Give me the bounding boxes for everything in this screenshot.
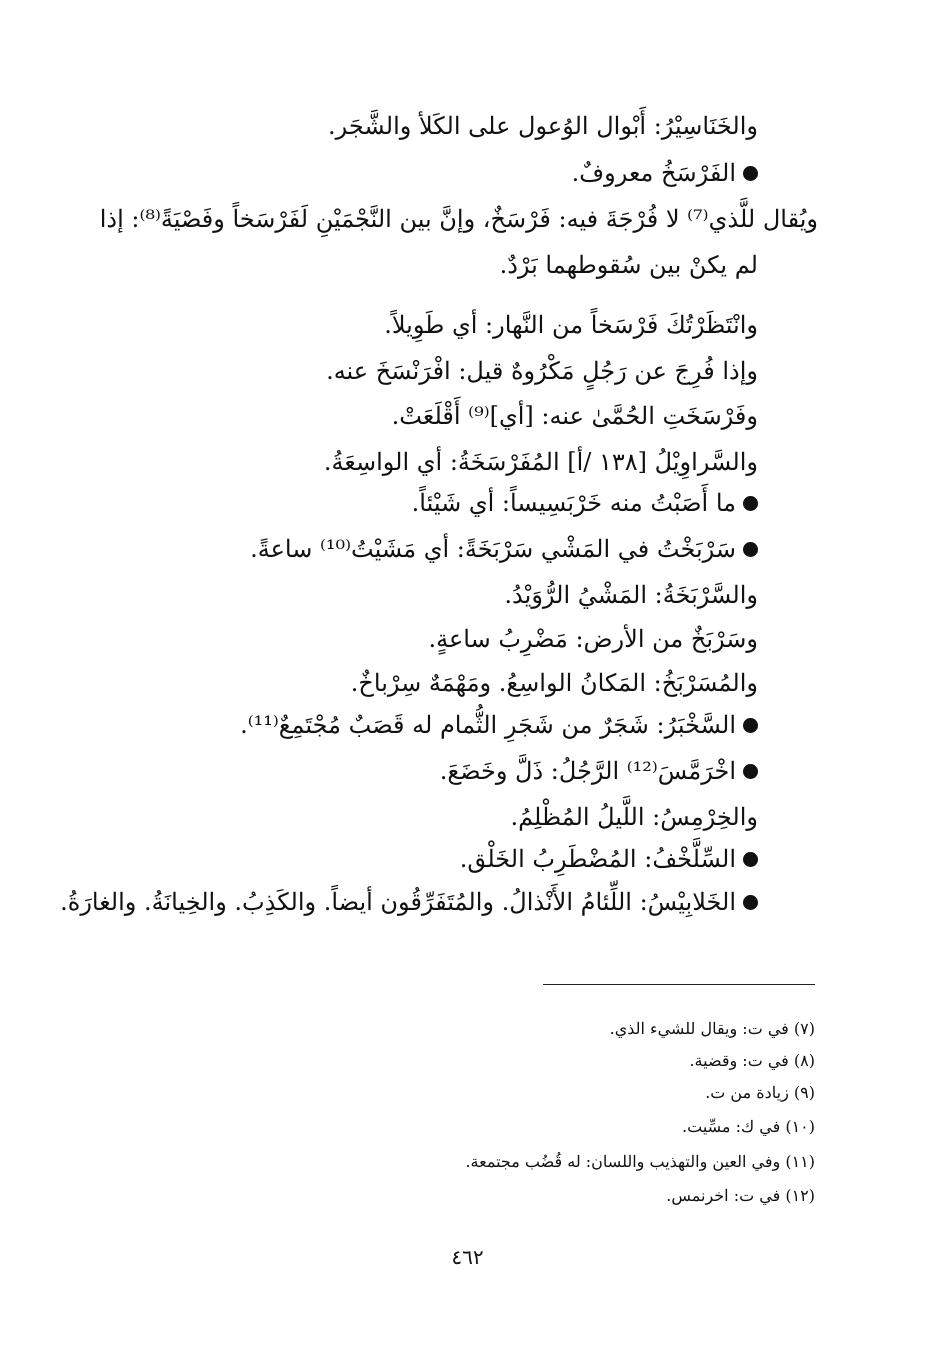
- footnote: (١١) وفي العين والتهذيب واللسان: له قُضُب مجتمعة.: [465, 1152, 815, 1171]
- entry-line: [460, 843, 758, 875]
- entry-line: وفَرْسَخَتِ الحُمَّىٰ عنه: [أي]⁽⁹⁾ أَقْلَعَتْ.: [391, 402, 758, 430]
- footnote: (٩) زيادة من ت.: [705, 1083, 815, 1102]
- entry-text: ما أَصَبْتُ منه خَرْبَسِيساً: أي شَيْئاً.: [411, 489, 736, 517]
- entry-line: وإذا فُرِجَ عن رَجُلٍ مَكْرُوهٌ قيل: افْرَنْسَخَ عنه.: [326, 357, 758, 385]
- entry-line: [412, 487, 758, 519]
- footnote: (١٢) في ت: اخرنمس.: [666, 1186, 815, 1205]
- entry-text: الفَرْسَخُ معروفٌ.: [571, 159, 736, 187]
- bullet-icon: [743, 542, 758, 557]
- entry-line: [440, 755, 758, 787]
- entry-line: [572, 157, 758, 189]
- bullet-icon: [743, 718, 758, 733]
- entry-text: اخْرَمَّسَ⁽¹²⁾ الرَّجُلُ: ذَلَّ وخَضَعَ.: [439, 757, 736, 785]
- entry-line: وسَرْبَخٌ من الأرض: مَضْرِبُ ساعةٍ.: [428, 625, 758, 653]
- entry-line: والمُسَرْبَخُ: المَكانُ الواسِعُ. ومَهْمَهٌ سِرْباخٌ.: [350, 669, 758, 697]
- entry-line: ويُقال للَّذي⁽⁷⁾ لا فُرْجَةَ فيه: فَرْسَخٌ، وإنَّ بين النَّجْمَيْنِ لَفَرْسَخاً وفَصْيَةً⁽⁸⁾: إذا: [99, 205, 818, 233]
- footnote: (٧) في ت: ويقال للشيء الذي.: [609, 1019, 815, 1038]
- entry-text: السَّخْبَرُ: شَجَرٌ من شَجَرِ الثُّمام له قَصَبٌ مُجْتَمِعٌ⁽¹¹⁾.: [240, 711, 736, 739]
- entry-line: والسَّرْبَخَةُ: المَشْيُ الرُّوَيْدُ.: [504, 581, 758, 609]
- bullet-icon: [743, 895, 758, 910]
- footnote-separator: [543, 984, 815, 985]
- entry-line: والسَّراوِيْلُ [١٣٨ /أ] المُفَرْسَخَةُ: أي الواسِعَةُ.: [323, 448, 758, 476]
- entry-text: السِّلَّخْفُ: المُضْطَرِبُ الخَلْق.: [459, 845, 736, 873]
- entry-line: وانْتَظَرْتُكَ فَرْسَخاً من النَّهار: أي طَوِيلاً.: [384, 311, 758, 339]
- bullet-icon: [743, 764, 758, 779]
- page-number: ٤٦٢: [451, 1245, 484, 1269]
- entry-text: سَرْبَخْتُ في المَشْي سَرْبَخَةً: أي مَشَيْتُ⁽¹⁰⁾ ساعةً.: [250, 535, 736, 563]
- entry-text: الخَلابِيْسُ: اللِّئامُ الأَنْذالُ. والمُتَفَرِّقُون أيضاً. والكَذِبُ. والخِيانَةُ. والغارَةُ.: [60, 888, 736, 916]
- entry-line: [250, 533, 758, 565]
- entry-line: والخِرْمِسُ: اللَّيلُ المُظْلِمُ.: [510, 803, 758, 831]
- bullet-icon: [743, 496, 758, 511]
- entry-line: [240, 709, 758, 741]
- entry-line: لم يكنْ بين سُقوطهما بَرْدٌ.: [499, 251, 758, 279]
- bullet-icon: [743, 166, 758, 181]
- entry-line: [60, 886, 758, 918]
- footnote: (٨) في ت: وقضية.: [689, 1051, 815, 1070]
- bullet-icon: [743, 852, 758, 867]
- footnote: (١٠) في ك: مسِّيت.: [682, 1117, 815, 1136]
- entry-line: والخَنَاسِيْرُ: أَبْوال الوُعول على الكَلأ والشَّجَر.: [328, 112, 758, 140]
